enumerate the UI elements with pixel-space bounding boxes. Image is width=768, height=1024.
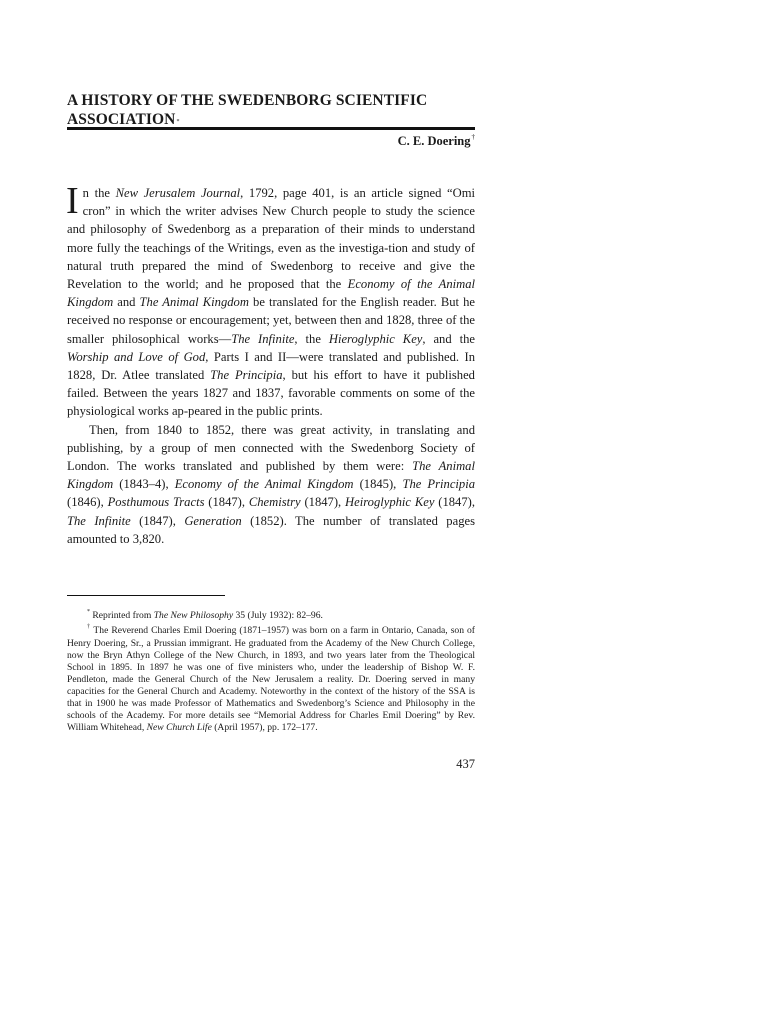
italic-title: Generation	[184, 513, 242, 528]
text-run: Then, from 1840 to 1852, there was great activity, in translating and publishing, by a group of men connected with the Swedenborg Society of London. The works translated and published by them were:	[67, 422, 475, 474]
title-line-1: A HISTORY OF THE SWEDENBORG SCIENTIFIC	[67, 92, 428, 109]
italic-title: The New Philosophy	[153, 610, 234, 622]
italic-title: Worship and Love of God	[67, 349, 206, 364]
text-run: , but his effort to have it published failed. Between the years 1827 and 1837, favorable comments on some of the physiological works ap-peared in the public prints.	[67, 368, 475, 419]
text-run: (1847),	[434, 495, 475, 510]
footnote-mark: †	[87, 624, 91, 631]
footnote-mark: *	[87, 609, 90, 615]
author-footnote-mark: †	[471, 133, 475, 141]
title-line-2: ASSOCIATION	[67, 110, 176, 128]
title-footnote-mark: *	[176, 118, 180, 125]
text-run: , and the	[422, 331, 475, 346]
italic-title: The Animal Kingdom	[67, 459, 475, 492]
text-run: , Parts I and II—were translated and published. In 1828, Dr. Atlee translated	[67, 349, 475, 383]
drop-cap: I	[66, 180, 79, 222]
italic-title: Chemistry	[248, 495, 301, 510]
footnote-rule	[67, 595, 225, 596]
article-body	[66, 180, 475, 548]
italic-title: Heiroglyphic Key	[345, 495, 435, 510]
italic-title: The Infinite	[67, 513, 131, 528]
footnote-2	[67, 622, 475, 734]
italic-title: Hieroglyphic Key	[328, 331, 423, 346]
author-byline	[398, 130, 475, 149]
text-run: (1852). The number of translated pages amounted to 3,820.	[67, 513, 475, 546]
text-run: (1847),	[300, 495, 346, 510]
text-run: (1843–4),	[113, 477, 175, 492]
italic-title: The Animal Kingdom	[139, 295, 249, 310]
text-run: n the	[82, 186, 116, 200]
paragraph-2	[67, 421, 475, 548]
text-run: (1847),	[130, 513, 185, 528]
italic-title: The Principia	[210, 368, 283, 383]
paragraph-1	[66, 180, 475, 421]
text-run: , 1792, page 401, is an article signed “Omi cron” in which the writer advises New Church people to study the science and philosophy of Swedenborg as a preparation of their minds to understand more fully the teachings of the Writings, even as the investiga-tion and study of natural truth prepared the mind of Swedenborg to receive and give the Revelation to the world; and he proposed that the	[67, 186, 475, 292]
italic-title: Economy of the Animal Kingdom	[67, 277, 475, 310]
italic-title: Economy of the Animal Kingdom	[174, 477, 354, 492]
text-run: (April 1957), pp. 172–177.	[211, 722, 318, 734]
text-run: and	[113, 295, 140, 310]
article-title	[67, 92, 475, 129]
text-run: 35 (July 1932): 82–96.	[233, 610, 323, 622]
text-run: (1847),	[204, 495, 249, 510]
italic-title: New Jerusalem Journal	[115, 186, 241, 200]
text-run: , the	[294, 331, 329, 346]
text-run: be translated for the English reader. But he received no response or encouragement; yet, between then and 1828, three of the smaller philosophical works—	[67, 295, 475, 346]
italic-title: The Principia	[402, 477, 475, 492]
text-run: (1845),	[353, 477, 403, 492]
italic-title: The Infinite	[231, 331, 295, 346]
text-run: (1846),	[67, 495, 108, 510]
text-run: The Reverend Charles Emil Doering (1871–1957) was born on a farm in Ontario, Canada, son of Henry Doering, Sr., a Prussian immigrant. He graduated from the Academy of the New Church College, now the Bryn Athyn College of the New Church, in 1893, and two years later from the Theological School in 1895. In 1897 he was one of five ministers who, under the leadership of Bishop W. F. Pendleton, made the General Church of the New Jerusalem a reality. Dr. Doering served in many capacities for the General Church and Academy. Noteworthy in the context of the history of the SSA is that in 1900 he was made Professor of Mathematics and Swedenborg’s Science and Philosophy in the schools of the Academy. For more details see “Memorial Address for Charles Emil Doering” by Rev. William Whitehead,	[67, 625, 476, 734]
page-number: 437	[456, 757, 475, 771]
footnote-1	[67, 607, 475, 622]
italic-title: Posthumous Tracts	[107, 495, 205, 510]
text-run: Reprinted from	[90, 610, 154, 622]
footnotes	[67, 607, 475, 734]
italic-title: New Church Life	[146, 722, 212, 734]
author-name: C. E. Doering	[397, 134, 471, 149]
